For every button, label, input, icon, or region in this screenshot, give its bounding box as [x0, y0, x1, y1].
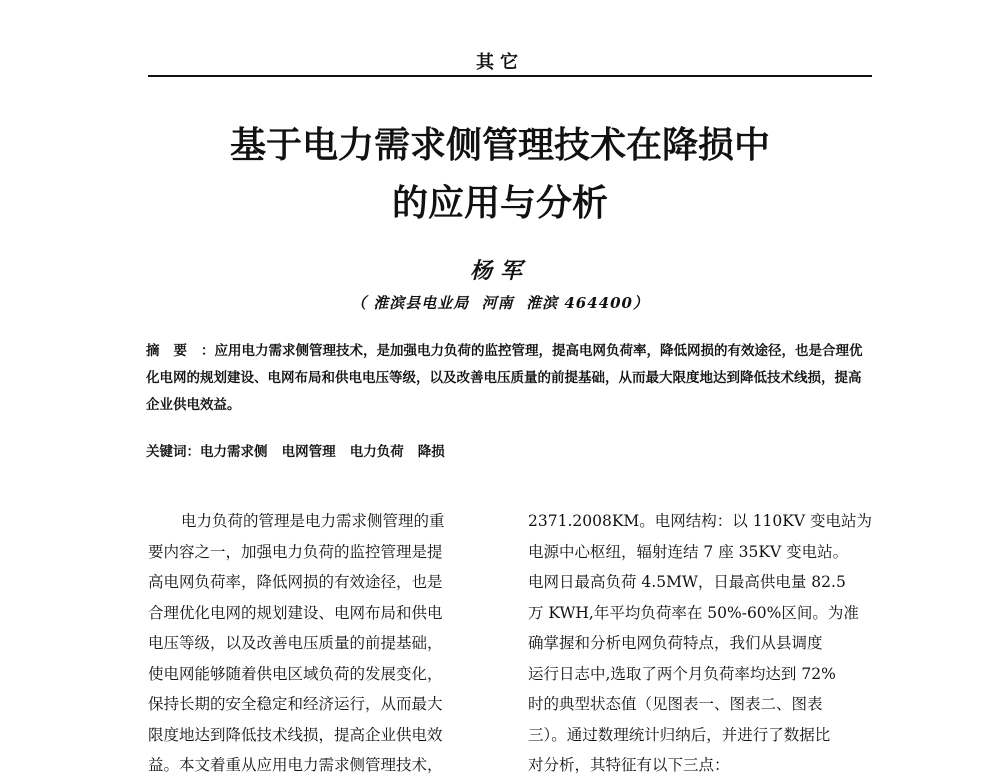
abstract-label: 摘要 [146, 343, 201, 359]
body-line: 确掌握和分析电网负荷特点，我们从县调度 [528, 634, 823, 652]
author-affiliation: （ 淮滨县电业局 河南 淮滨 464400） [351, 294, 649, 312]
keywords [146, 440, 874, 460]
body-right-column [528, 506, 873, 781]
article-title-line-1: 基于电力需求侧管理技术在降损中 [229, 125, 770, 166]
body-line: 电网日最高负荷 4.5MW，日最高供电量 82.5 [528, 573, 846, 591]
abstract [146, 338, 874, 419]
body-line: 运行日志中,选取了两个月负荷率均达到 72% [528, 664, 836, 683]
body-left-column [148, 506, 493, 781]
abstract-colon: ： [201, 343, 215, 359]
author-name: 杨军 [469, 258, 530, 284]
body-line: 限度地达到降低技术线损，提高企业供电效 [148, 725, 443, 744]
body-line: 要内容之一，加强电力负荷的监控管理是提 [148, 542, 443, 561]
body-line: 2371.2008KM。电网结构：以 110KV 变电站为 [528, 512, 872, 530]
body-line: 三）。通过数理统计归纳后，并进行了数据比 [528, 725, 831, 744]
header-rule [148, 75, 872, 77]
keywords-list: 电力需求侧 电网管理 电力负荷 降损 [200, 444, 445, 460]
body-line: 使电网能够随着供电区域负荷的发展变化， [148, 664, 443, 683]
body-line: 高电网负荷率，降低网损的有效途径，也是 [148, 573, 443, 591]
abstract-text: 应用电力需求侧管理技术，是加强电力负荷的监控管理，提高电网负荷率，降低网损的有效途径，也是合理优化电网的规划建设、电网布局和供电电压等级，以及改善电压质量的前提基础，从而最大限度地达到降低技术线损，提高企业供电效益。 [146, 343, 863, 413]
article-title-line-2: 的应用与分析 [391, 183, 608, 224]
body-line: 益。本文着重从应用电力需求侧管理技术， [148, 756, 443, 774]
body-line: 电压等级，以及改善电压质量的前提基础， [148, 634, 443, 652]
body-line: 电力负荷的管理是电力需求侧管理的重 [181, 512, 445, 530]
body-line: 时的典型状态值（见图表一、图表二、图表 [528, 695, 823, 713]
body-line: 对分析，其特征有以下三点： [528, 756, 730, 774]
body-line: 电源中心枢纽，辐射连结 7 座 35KV 变电站。 [528, 542, 849, 561]
body-line: 合理优化电网的规划建设、电网布局和供电 [148, 603, 443, 622]
section-label: 其它 [476, 52, 524, 73]
keywords-label: 关键词： [146, 444, 200, 460]
body-line: 万 KWH,年平均负荷率在 50%-60%区间。为准 [528, 603, 859, 622]
body-line: 保持长期的安全稳定和经济运行，从而最大 [148, 695, 443, 713]
